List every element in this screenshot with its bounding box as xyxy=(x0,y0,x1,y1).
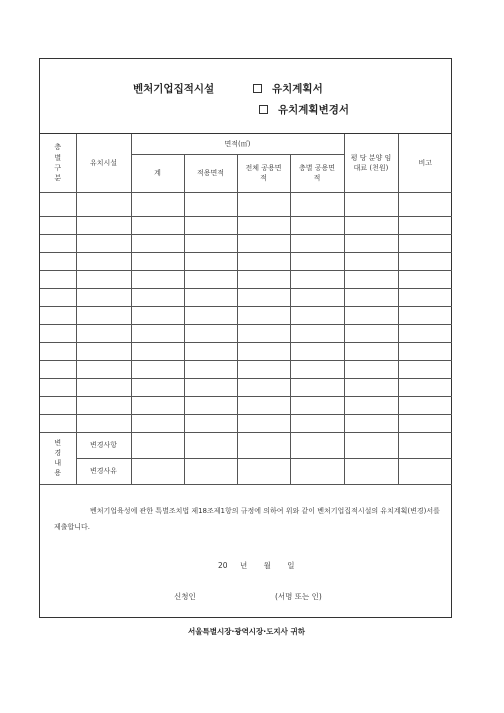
cell-rent[interactable] xyxy=(344,396,398,414)
cell-floor[interactable] xyxy=(40,414,76,432)
cell-floor[interactable] xyxy=(40,216,76,234)
cell-facility[interactable] xyxy=(76,192,131,216)
cell-floor-common-area[interactable] xyxy=(290,396,344,414)
table-row xyxy=(40,270,452,288)
cell-remarks[interactable] xyxy=(398,288,452,306)
checkbox-icon[interactable] xyxy=(253,84,262,93)
table-row xyxy=(40,234,452,252)
cell-exclusive-area[interactable] xyxy=(184,360,237,378)
cell-floor-common-area[interactable] xyxy=(290,306,344,324)
change-matters-cell[interactable] xyxy=(398,432,452,458)
cell-floor[interactable] xyxy=(40,288,76,306)
header-floor-category: 층별 구분 xyxy=(40,134,76,192)
cell-facility[interactable] xyxy=(76,234,131,252)
table-row xyxy=(40,432,452,458)
cell-floor-common-area[interactable] xyxy=(290,324,344,342)
table-row xyxy=(40,306,452,324)
cell-rent[interactable] xyxy=(344,360,398,378)
header-all-common-area: 전체 공용면적 xyxy=(237,154,290,192)
cell-exclusive-area[interactable] xyxy=(184,252,237,270)
cell-all-common-area[interactable] xyxy=(237,378,290,396)
cell-all-common-area[interactable] xyxy=(237,306,290,324)
cell-facility[interactable] xyxy=(76,270,131,288)
change-reason-cell[interactable] xyxy=(290,458,344,484)
cell-remarks[interactable] xyxy=(398,252,452,270)
change-section-label: 변경내용 xyxy=(40,432,76,484)
recipient: 서울특별시장·광역시장·도지사 귀하 xyxy=(188,626,305,636)
cell-floor-common-area[interactable] xyxy=(290,234,344,252)
date-year: 년 xyxy=(239,560,248,570)
cell-facility[interactable] xyxy=(76,360,131,378)
cell-total[interactable] xyxy=(131,414,184,432)
applicant-label: 신청인 xyxy=(174,591,196,601)
title-option-plan-label: 유치계획서 xyxy=(272,83,323,95)
cell-facility[interactable] xyxy=(76,378,131,396)
change-reason-cell[interactable] xyxy=(398,458,452,484)
header-exclusive-area: 적용면적 xyxy=(184,154,237,192)
checkbox-icon[interactable] xyxy=(259,105,268,114)
signature-label: (서명 또는 인) xyxy=(275,591,322,601)
cell-total[interactable] xyxy=(131,192,184,216)
cell-floor-common-area[interactable] xyxy=(290,342,344,360)
cell-facility[interactable] xyxy=(76,288,131,306)
cell-floor-common-area[interactable] xyxy=(290,288,344,306)
cell-exclusive-area[interactable] xyxy=(184,234,237,252)
change-matters-cell[interactable] xyxy=(131,432,184,458)
cell-all-common-area[interactable] xyxy=(237,324,290,342)
cell-remarks[interactable] xyxy=(398,396,452,414)
cell-remarks[interactable] xyxy=(398,378,452,396)
cell-all-common-area[interactable] xyxy=(237,234,290,252)
cell-all-common-area[interactable] xyxy=(237,288,290,306)
change-matters-label: 변경사항 xyxy=(76,432,131,458)
cell-floor-common-area[interactable] xyxy=(290,414,344,432)
facility-table xyxy=(40,134,452,485)
cell-exclusive-area[interactable] xyxy=(184,378,237,396)
cell-remarks[interactable] xyxy=(398,306,452,324)
form-title: 벤처기업집적시설 xyxy=(133,83,215,95)
cell-remarks[interactable] xyxy=(398,216,452,234)
cell-exclusive-area[interactable] xyxy=(184,270,237,288)
cell-exclusive-area[interactable] xyxy=(184,306,237,324)
cell-floor[interactable] xyxy=(40,192,76,216)
date-year-prefix: 20 xyxy=(218,560,228,570)
cell-total[interactable] xyxy=(131,378,184,396)
cell-facility[interactable] xyxy=(76,252,131,270)
form-title-area xyxy=(40,59,451,134)
title-option-change[interactable] xyxy=(259,102,349,117)
table-row xyxy=(40,216,452,234)
cell-all-common-area[interactable] xyxy=(237,414,290,432)
cell-all-common-area[interactable] xyxy=(237,360,290,378)
table-row xyxy=(40,192,452,216)
cell-rent[interactable] xyxy=(344,288,398,306)
table-row xyxy=(40,458,452,484)
cell-floor-common-area[interactable] xyxy=(290,378,344,396)
cell-remarks[interactable] xyxy=(398,324,452,342)
cell-remarks[interactable] xyxy=(398,192,452,216)
change-matters-cell[interactable] xyxy=(237,432,290,458)
table-row xyxy=(40,252,452,270)
cell-all-common-area[interactable] xyxy=(237,396,290,414)
declaration-section xyxy=(40,485,451,635)
date-day: 일 xyxy=(287,560,295,570)
cell-rent[interactable] xyxy=(344,378,398,396)
title-option-change-label: 유치계획변경서 xyxy=(278,104,350,116)
table-row xyxy=(40,288,452,306)
cell-all-common-area[interactable] xyxy=(237,252,290,270)
cell-floor-common-area[interactable] xyxy=(290,192,344,216)
cell-facility[interactable] xyxy=(76,216,131,234)
cell-total[interactable] xyxy=(131,306,184,324)
cell-floor[interactable] xyxy=(40,252,76,270)
header-total: 계 xyxy=(131,154,184,192)
header-remarks: 비고 xyxy=(398,134,452,192)
header-area-group: 면적(㎡) xyxy=(131,134,344,154)
cell-exclusive-area[interactable] xyxy=(184,288,237,306)
cell-facility[interactable] xyxy=(76,342,131,360)
cell-floor[interactable] xyxy=(40,342,76,360)
change-reason-cell[interactable] xyxy=(131,458,184,484)
cell-all-common-area[interactable] xyxy=(237,270,290,288)
cell-total[interactable] xyxy=(131,360,184,378)
date-line[interactable] xyxy=(218,560,304,571)
cell-facility[interactable] xyxy=(76,414,131,432)
cell-floor[interactable] xyxy=(40,306,76,324)
cell-remarks[interactable] xyxy=(398,414,452,432)
table-row xyxy=(40,378,452,396)
table-row xyxy=(40,360,452,378)
application-form xyxy=(39,58,452,636)
change-reason-cell[interactable] xyxy=(344,458,398,484)
cell-rent[interactable] xyxy=(344,270,398,288)
cell-rent[interactable] xyxy=(344,234,398,252)
cell-total[interactable] xyxy=(131,216,184,234)
cell-total[interactable] xyxy=(131,288,184,306)
change-reason-label: 변경사유 xyxy=(76,458,131,484)
table-row xyxy=(40,414,452,432)
cell-exclusive-area[interactable] xyxy=(184,324,237,342)
cell-floor[interactable] xyxy=(40,270,76,288)
cell-remarks[interactable] xyxy=(398,270,452,288)
cell-remarks[interactable] xyxy=(398,234,452,252)
title-option-plan[interactable] xyxy=(253,81,323,96)
change-matters-cell[interactable] xyxy=(290,432,344,458)
cell-facility[interactable] xyxy=(76,324,131,342)
cell-total[interactable] xyxy=(131,252,184,270)
cell-total[interactable] xyxy=(131,270,184,288)
cell-rent[interactable] xyxy=(344,414,398,432)
cell-rent[interactable] xyxy=(344,306,398,324)
cell-rent[interactable] xyxy=(344,252,398,270)
cell-all-common-area[interactable] xyxy=(237,192,290,216)
cell-floor[interactable] xyxy=(40,234,76,252)
cell-total[interactable] xyxy=(131,396,184,414)
cell-remarks[interactable] xyxy=(398,360,452,378)
cell-floor-common-area[interactable] xyxy=(290,360,344,378)
change-reason-cell[interactable] xyxy=(184,458,237,484)
cell-all-common-area[interactable] xyxy=(237,342,290,360)
cell-rent[interactable] xyxy=(344,216,398,234)
cell-exclusive-area[interactable] xyxy=(184,396,237,414)
cell-facility[interactable] xyxy=(76,306,131,324)
cell-floor-common-area[interactable] xyxy=(290,270,344,288)
cell-floor-common-area[interactable] xyxy=(290,252,344,270)
cell-rent[interactable] xyxy=(344,342,398,360)
cell-total[interactable] xyxy=(131,234,184,252)
cell-floor[interactable] xyxy=(40,324,76,342)
table-row xyxy=(40,396,452,414)
cell-exclusive-area[interactable] xyxy=(184,192,237,216)
cell-floor-common-area[interactable] xyxy=(290,216,344,234)
cell-floor[interactable] xyxy=(40,360,76,378)
cell-floor[interactable] xyxy=(40,396,76,414)
header-floor-common-area: 층별 공용면적 xyxy=(290,154,344,192)
header-facility: 유치시설 xyxy=(76,134,131,192)
table-row xyxy=(40,342,452,360)
declaration-text: 벤처기업육성에 관한 특별조치법 제18조제1항의 규정에 의하여 위와 같이 벤처기업집적시설의 유치계획(변경)서를 제출합니다. xyxy=(54,506,440,531)
cell-exclusive-area[interactable] xyxy=(184,414,237,432)
cell-floor[interactable] xyxy=(40,378,76,396)
table-row xyxy=(40,324,452,342)
cell-total[interactable] xyxy=(131,324,184,342)
cell-exclusive-area[interactable] xyxy=(184,216,237,234)
cell-rent[interactable] xyxy=(344,192,398,216)
header-rent: 평 당 분양 임대료 (천원) xyxy=(344,134,398,192)
cell-all-common-area[interactable] xyxy=(237,216,290,234)
change-matters-cell[interactable] xyxy=(184,432,237,458)
date-month: 월 xyxy=(263,560,271,570)
cell-remarks[interactable] xyxy=(398,342,452,360)
cell-exclusive-area[interactable] xyxy=(184,342,237,360)
cell-facility[interactable] xyxy=(76,396,131,414)
change-reason-cell[interactable] xyxy=(237,458,290,484)
cell-rent[interactable] xyxy=(344,324,398,342)
change-matters-cell[interactable] xyxy=(344,432,398,458)
cell-total[interactable] xyxy=(131,342,184,360)
